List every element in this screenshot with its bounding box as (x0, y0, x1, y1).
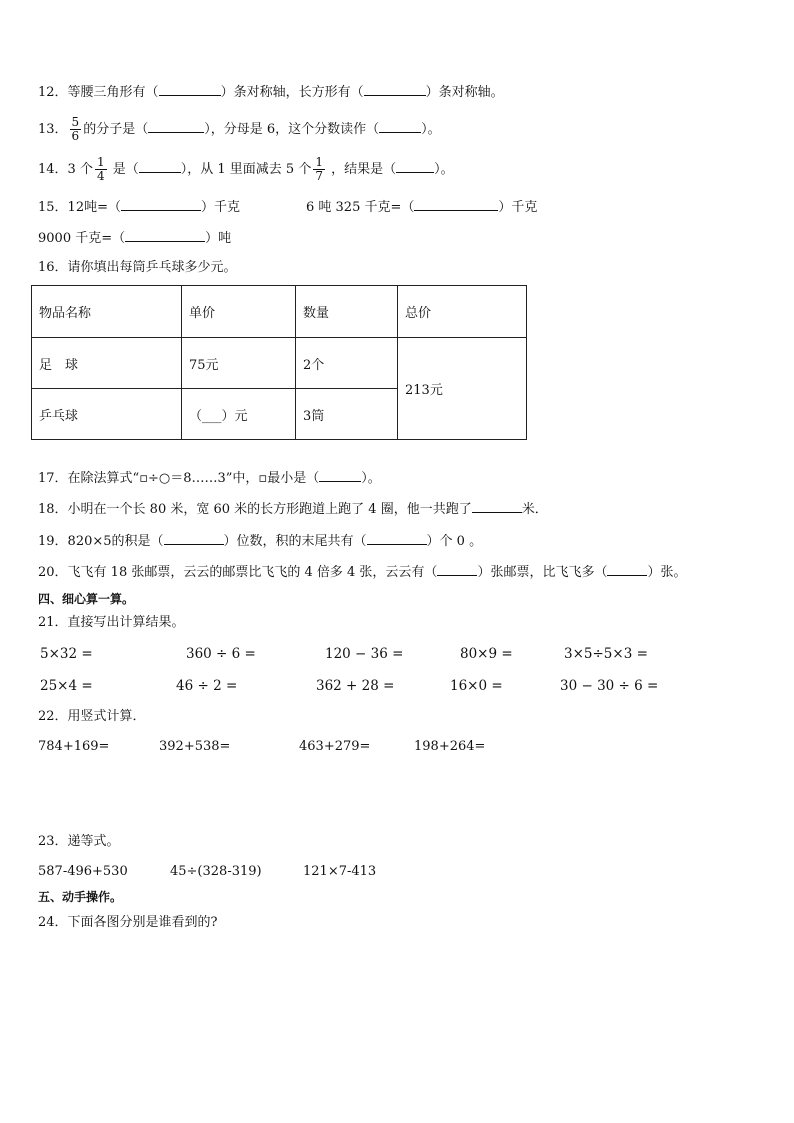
question-16 (38, 259, 237, 277)
calc-item: 360 ÷ 6 = (186, 646, 256, 662)
question-text: ）千克 (200, 200, 240, 215)
calc-item: 3×5÷5×3 = (564, 646, 648, 662)
question-14 (38, 156, 454, 183)
question-15c (38, 229, 231, 248)
question-text: 米． (521, 502, 548, 517)
question-text: ），从 1 里面减去 5 个 (180, 162, 312, 177)
answer-blank[interactable] (159, 83, 221, 96)
question-text: 用竖式计算． (67, 709, 146, 724)
question-text: 820×5的积是（ (67, 534, 164, 549)
question-text: 下面各图分别是谁看到的? (67, 915, 218, 930)
question-18 (38, 500, 548, 519)
question-text: ）。 (421, 122, 441, 137)
table-cell: 2个 (296, 338, 398, 389)
calc-item: 362 + 28 = (316, 678, 395, 694)
question-number: 22． (38, 709, 68, 724)
question-number: 24． (38, 915, 68, 930)
question-15 (38, 198, 240, 217)
question-text: ）条对称轴。 (425, 85, 504, 100)
answer-blank[interactable] (437, 563, 477, 576)
question-text: ）张。 (647, 565, 687, 580)
question-text: 是（ (112, 162, 139, 177)
question-22 (38, 708, 146, 726)
vertical-calc-item: 392+538= (159, 739, 231, 754)
table-cell: 3筒 (296, 389, 398, 440)
question-number: 15． (38, 200, 68, 215)
question-number: 12． (38, 85, 68, 100)
stepwise-calc-item: 587-496+530 (38, 864, 128, 879)
table-row (32, 338, 527, 389)
question-20 (38, 563, 686, 582)
table-header-row (32, 286, 527, 338)
fraction: $\frac{1}{7}$ (315, 155, 323, 183)
question-text: 等腰三角形有（ (67, 85, 159, 100)
stepwise-calc-item: 45÷(328-319) (170, 864, 262, 879)
stepwise-calc-item: 121×7-413 (303, 864, 377, 879)
question-text: ）张邮票，比飞飞多（ (477, 565, 608, 580)
table-cell: 75元 (182, 338, 296, 389)
question-number: 21． (38, 615, 68, 630)
question-text: ），分母是 6，这个分数读作（ (204, 122, 380, 137)
calc-item: 5×32 = (40, 646, 93, 662)
question-text: 飞飞有 18 张邮票，云云的邮票比飞飞的 4 倍多 4 张，云云有（ (67, 565, 438, 580)
vertical-calc-item: 784+169= (38, 739, 110, 754)
question-text: 在除法算式“▫÷○＝8……3”中，▫最小是（ (67, 471, 320, 486)
question-23 (38, 833, 120, 851)
question-text: ）位数，积的末尾共有（ (223, 534, 367, 549)
calc-item: 30 − 30 ÷ 6 = (560, 678, 659, 694)
question-text: 3 个 (67, 162, 93, 177)
question-text: 的分子是（ (83, 122, 149, 137)
question-number: 23． (38, 834, 68, 849)
table-header: 总价 (398, 286, 527, 338)
question-text: 6 吨 325 千克=（ (306, 200, 415, 215)
calc-item: 25×4 = (40, 678, 93, 694)
fraction: $\frac{5}{6}$ (71, 115, 80, 143)
question-15b (306, 198, 537, 217)
question-19 (38, 532, 482, 551)
answer-blank[interactable] (164, 532, 224, 545)
question-text: 递等式。 (67, 834, 120, 849)
question-number: 18． (38, 502, 68, 517)
answer-blank[interactable] (148, 120, 204, 133)
question-text: ）条对称轴，长方形有（ (220, 85, 364, 100)
table-cell: 足 球 (32, 338, 182, 389)
section-heading: 四、细心算一算。 (38, 592, 135, 606)
vertical-calc-item: 198+264= (414, 739, 486, 754)
section-heading: 五、动手操作。 (38, 890, 123, 904)
question-17 (38, 469, 381, 488)
question-number: 13． (38, 122, 68, 137)
table-header: 单价 (182, 286, 296, 338)
question-number: 14． (38, 162, 68, 177)
table-cell: 乒乓球 (32, 389, 182, 440)
answer-blank[interactable] (139, 160, 181, 173)
question-12 (38, 83, 504, 102)
question-number: 20． (38, 565, 68, 580)
question-text: ）吨 (205, 231, 232, 246)
calc-item: 46 ÷ 2 = (176, 678, 238, 694)
answer-blank[interactable] (396, 160, 434, 173)
question-number: 16． (38, 260, 68, 275)
answer-blank[interactable] (379, 120, 421, 133)
price-table (31, 285, 527, 440)
table-header: 物品名称 (32, 286, 182, 338)
answer-blank[interactable] (125, 229, 205, 242)
answer-blank[interactable] (121, 198, 201, 211)
question-text: 9000 千克=（ (38, 231, 126, 246)
answer-blank[interactable] (414, 198, 498, 211)
fraction: $\frac{1}{4}$ (96, 155, 105, 183)
question-21 (38, 614, 185, 632)
answer-blank[interactable] (364, 83, 426, 96)
answer-blank[interactable] (607, 563, 647, 576)
question-13 (38, 116, 441, 143)
question-24 (38, 914, 218, 932)
table-header: 数量 (296, 286, 398, 338)
question-text: 小明在一个长 80 米，宽 60 米的长方形跑道上跑了 4 圈，他一共跑了 (67, 502, 472, 517)
table-cell-total: 213元 (398, 338, 527, 440)
question-text: ）。 (434, 162, 454, 177)
answer-blank[interactable] (367, 532, 427, 545)
answer-blank[interactable] (472, 500, 522, 513)
question-text: ）个 0 。 (426, 534, 483, 549)
question-text: ）千克 (498, 200, 538, 215)
calc-item: 80×9 = (460, 646, 513, 662)
calc-item: 120 − 36 = (325, 646, 404, 662)
question-text: ，结果是（ (331, 162, 397, 177)
question-number: 19． (38, 534, 68, 549)
question-text: ）。 (361, 471, 381, 486)
question-number: 17． (38, 471, 68, 486)
vertical-calc-item: 463+279= (299, 739, 371, 754)
table-cell-answer[interactable]: （___）元 (182, 389, 296, 440)
question-text: 请你填出每筒乒乓球多少元。 (67, 260, 237, 275)
question-text: 直接写出计算结果。 (67, 615, 185, 630)
answer-blank[interactable] (319, 469, 361, 482)
question-text: 12吨=（ (67, 200, 121, 215)
calc-item: 16×0 = (450, 678, 503, 694)
